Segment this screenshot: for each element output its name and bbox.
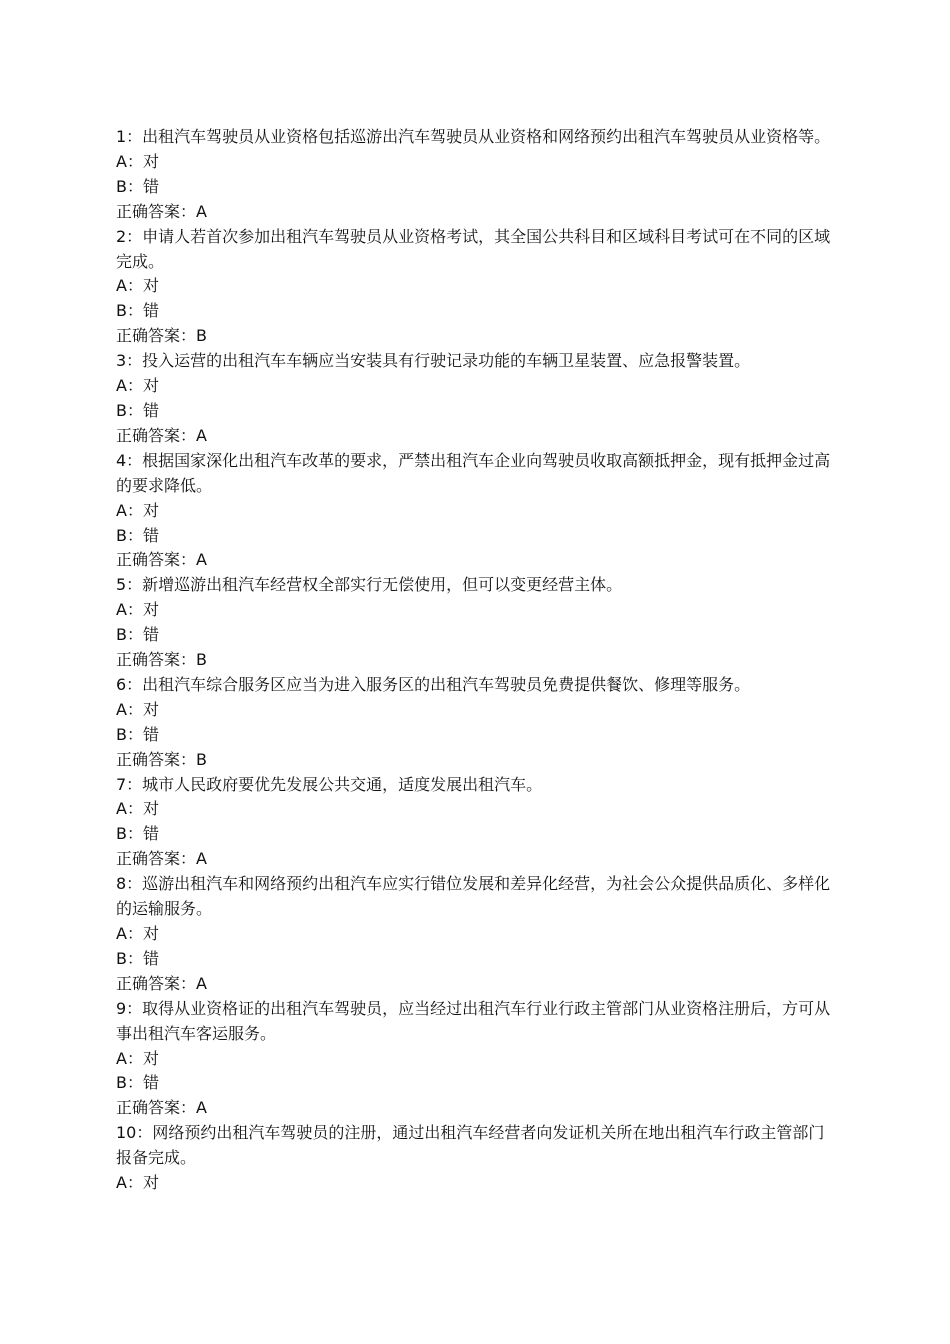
option-a: A：对 <box>116 376 159 396</box>
question-item <box>116 872 838 997</box>
correct-answer: 正确答案：A <box>116 425 207 445</box>
correct-answer: 正确答案：A <box>116 201 207 221</box>
question-stem: 4：根据国家深化出租汽车改革的要求，严禁出租汽车企业向驾驶员收取高额抵押金，现有抵押金过高的要求降低。 <box>116 450 831 495</box>
option-a: A：对 <box>116 1173 159 1193</box>
question-stem: 7：城市人民政府要优先发展公共交通，适度发展出租汽车。 <box>116 774 543 794</box>
option-b: B：错 <box>116 724 159 744</box>
option-b: B：错 <box>116 948 159 968</box>
correct-answer: 正确答案：A <box>116 849 207 869</box>
question-stem: 8：巡游出租汽车和网络预约出租汽车应实行错位发展和差异化经营，为社会公众提供品质化、多样化的运输服务。 <box>116 874 831 919</box>
question-stem: 1：出租汽车驾驶员从业资格包括巡游出汽车驾驶员从业资格和网络预约出租汽车驾驶员从业资格等。 <box>116 127 831 146</box>
question-item <box>116 125 838 225</box>
question-stem: 6：出租汽车综合服务区应当为进入服务区的出租汽车驾驶员免费提供餐饮、修理等服务。 <box>116 674 751 694</box>
option-a: A：对 <box>116 151 159 171</box>
correct-answer: 正确答案：A <box>116 550 207 570</box>
option-b: B：错 <box>116 525 159 545</box>
option-a: A：对 <box>116 500 159 520</box>
question-item <box>116 225 838 350</box>
option-a: A：对 <box>116 600 159 620</box>
question-item <box>116 1121 838 1196</box>
question-item <box>116 349 838 449</box>
option-a: A：对 <box>116 699 159 719</box>
option-b: B：错 <box>116 625 159 645</box>
question-stem: 3：投入运营的出租汽车车辆应当安装具有行驶记录功能的车辆卫星装置、应急报警装置。 <box>116 351 751 371</box>
option-b: B：错 <box>116 176 159 196</box>
question-item <box>116 449 838 574</box>
correct-answer: 正确答案：A <box>116 1098 207 1118</box>
option-b: B：错 <box>116 1073 159 1093</box>
question-stem: 5：新增巡游出租汽车经营权全部实行无偿使用，但可以变更经营主体。 <box>116 575 623 595</box>
question-stem: 10：网络预约出租汽车驾驶员的注册，通过出租汽车经营者向发证机关所在地出租汽车行政主管部门报备完成。 <box>116 1123 825 1168</box>
option-b: B：错 <box>116 824 159 844</box>
question-list <box>116 125 838 1196</box>
option-a: A：对 <box>116 799 159 819</box>
correct-answer: 正确答案：B <box>116 326 207 346</box>
question-item <box>116 997 838 1122</box>
option-a: A：对 <box>116 924 159 943</box>
correct-answer: 正确答案：B <box>116 749 207 769</box>
question-stem: 9：取得从业资格证的出租汽车驾驶员，应当经过出租汽车行业行政主管部门从业资格注册后，方可从事出租汽车客运服务。 <box>116 998 831 1043</box>
option-a: A：对 <box>116 276 159 296</box>
correct-answer: 正确答案：A <box>116 973 207 993</box>
correct-answer: 正确答案：B <box>116 650 207 670</box>
question-item <box>116 773 838 873</box>
option-b: B：错 <box>116 400 159 420</box>
option-a: A：对 <box>116 1048 159 1068</box>
question-item <box>116 573 838 673</box>
option-b: B：错 <box>116 301 159 321</box>
question-stem: 2：申请人若首次参加出租汽车驾驶员从业资格考试，其全国公共科目和区域科目考试可在不同的区域完成。 <box>116 226 831 271</box>
question-item <box>116 673 838 773</box>
